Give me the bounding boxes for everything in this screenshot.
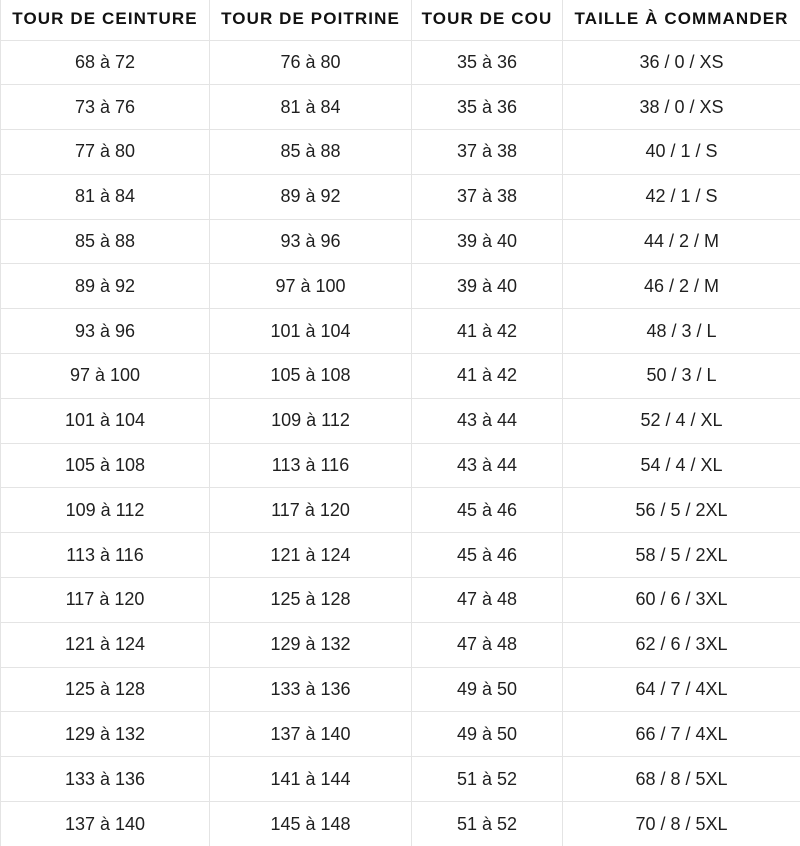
table-header: [1, 0, 800, 40]
table-row: [1, 578, 800, 623]
cell-chest: 97 à 100: [210, 264, 412, 309]
cell-neck: 45 à 46: [412, 488, 563, 533]
cell-neck: 49 à 50: [412, 667, 563, 712]
cell-neck: 37 à 38: [412, 174, 563, 219]
cell-chest: 121 à 124: [210, 533, 412, 578]
table-row: [1, 802, 800, 846]
table-row: [1, 757, 800, 802]
table-row: [1, 667, 800, 712]
table-row: [1, 354, 800, 399]
cell-waist: 97 à 100: [1, 354, 210, 399]
cell-size: 40 / 1 / S: [563, 130, 800, 175]
cell-neck: 39 à 40: [412, 264, 563, 309]
header-neck: TOUR DE COU: [412, 0, 563, 40]
cell-waist: 121 à 124: [1, 622, 210, 667]
cell-chest: 76 à 80: [210, 40, 412, 85]
cell-waist: 129 à 132: [1, 712, 210, 757]
cell-neck: 45 à 46: [412, 533, 563, 578]
cell-chest: 113 à 116: [210, 443, 412, 488]
table-row: [1, 219, 800, 264]
cell-size: 66 / 7 / 4XL: [563, 712, 800, 757]
cell-neck: 51 à 52: [412, 757, 563, 802]
cell-size: 38 / 0 / XS: [563, 85, 800, 130]
cell-waist: 89 à 92: [1, 264, 210, 309]
cell-neck: 49 à 50: [412, 712, 563, 757]
cell-chest: 105 à 108: [210, 354, 412, 399]
cell-waist: 125 à 128: [1, 667, 210, 712]
cell-size: 42 / 1 / S: [563, 174, 800, 219]
table-body: [1, 40, 800, 846]
table-row: [1, 130, 800, 175]
header-row: [1, 0, 800, 40]
cell-waist: 105 à 108: [1, 443, 210, 488]
cell-size: 62 / 6 / 3XL: [563, 622, 800, 667]
cell-chest: 117 à 120: [210, 488, 412, 533]
cell-neck: 41 à 42: [412, 354, 563, 399]
table-row: [1, 40, 800, 85]
cell-waist: 101 à 104: [1, 398, 210, 443]
table-row: [1, 443, 800, 488]
header-waist: TOUR DE CEINTURE: [1, 0, 210, 40]
cell-waist: 137 à 140: [1, 802, 210, 846]
cell-waist: 77 à 80: [1, 130, 210, 175]
cell-chest: 133 à 136: [210, 667, 412, 712]
cell-chest: 101 à 104: [210, 309, 412, 354]
table-row: [1, 309, 800, 354]
cell-neck: 51 à 52: [412, 802, 563, 846]
cell-chest: 137 à 140: [210, 712, 412, 757]
cell-size: 46 / 2 / M: [563, 264, 800, 309]
cell-waist: 85 à 88: [1, 219, 210, 264]
cell-waist: 117 à 120: [1, 578, 210, 623]
table-row: [1, 174, 800, 219]
cell-chest: 129 à 132: [210, 622, 412, 667]
cell-waist: 133 à 136: [1, 757, 210, 802]
table-row: [1, 622, 800, 667]
table-row: [1, 398, 800, 443]
cell-waist: 81 à 84: [1, 174, 210, 219]
cell-chest: 93 à 96: [210, 219, 412, 264]
cell-neck: 47 à 48: [412, 622, 563, 667]
cell-chest: 109 à 112: [210, 398, 412, 443]
cell-neck: 35 à 36: [412, 40, 563, 85]
cell-size: 70 / 8 / 5XL: [563, 802, 800, 846]
cell-chest: 145 à 148: [210, 802, 412, 846]
header-size-to-order: TAILLE À COMMANDER: [563, 0, 800, 40]
cell-neck: 43 à 44: [412, 398, 563, 443]
cell-neck: 43 à 44: [412, 443, 563, 488]
cell-size: 56 / 5 / 2XL: [563, 488, 800, 533]
table-row: [1, 533, 800, 578]
cell-waist: 73 à 76: [1, 85, 210, 130]
cell-chest: 141 à 144: [210, 757, 412, 802]
table-row: [1, 264, 800, 309]
cell-waist: 93 à 96: [1, 309, 210, 354]
cell-chest: 85 à 88: [210, 130, 412, 175]
cell-size: 50 / 3 / L: [563, 354, 800, 399]
cell-waist: 113 à 116: [1, 533, 210, 578]
cell-size: 48 / 3 / L: [563, 309, 800, 354]
table-row: [1, 488, 800, 533]
cell-neck: 41 à 42: [412, 309, 563, 354]
cell-neck: 47 à 48: [412, 578, 563, 623]
cell-chest: 89 à 92: [210, 174, 412, 219]
cell-size: 60 / 6 / 3XL: [563, 578, 800, 623]
cell-size: 58 / 5 / 2XL: [563, 533, 800, 578]
cell-waist: 68 à 72: [1, 40, 210, 85]
cell-neck: 37 à 38: [412, 130, 563, 175]
cell-size: 68 / 8 / 5XL: [563, 757, 800, 802]
cell-waist: 109 à 112: [1, 488, 210, 533]
table-row: [1, 712, 800, 757]
cell-chest: 81 à 84: [210, 85, 412, 130]
cell-size: 54 / 4 / XL: [563, 443, 800, 488]
cell-chest: 125 à 128: [210, 578, 412, 623]
cell-size: 36 / 0 / XS: [563, 40, 800, 85]
cell-neck: 39 à 40: [412, 219, 563, 264]
cell-size: 44 / 2 / M: [563, 219, 800, 264]
header-chest: TOUR DE POITRINE: [210, 0, 412, 40]
cell-size: 52 / 4 / XL: [563, 398, 800, 443]
table-row: [1, 85, 800, 130]
cell-size: 64 / 7 / 4XL: [563, 667, 800, 712]
cell-neck: 35 à 36: [412, 85, 563, 130]
